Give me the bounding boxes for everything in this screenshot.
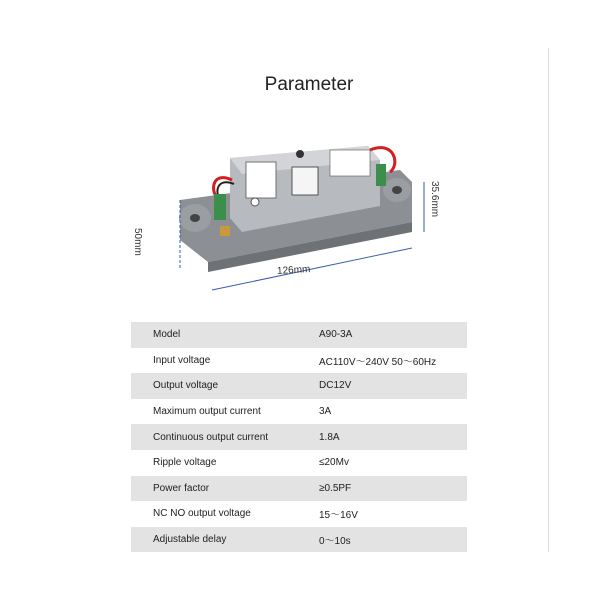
table-row: [131, 373, 467, 399]
dimension-height: 50mm: [132, 228, 143, 256]
table-row: [131, 399, 467, 425]
spec-label: Adjustable delay: [131, 527, 282, 553]
spec-value: 15～16V: [282, 501, 467, 527]
spec-value: 1.8A: [282, 424, 467, 450]
spec-label: NC NO output voltage: [131, 501, 282, 527]
spec-label: Power factor: [131, 476, 282, 502]
table-row: [131, 450, 467, 476]
spec-value: ≥0.5PF: [282, 476, 467, 502]
spec-label: Output voltage: [131, 373, 282, 399]
divider-line: [548, 48, 549, 552]
table-row: [131, 348, 467, 374]
spec-label: Continuous output current: [131, 424, 282, 450]
table-row: [131, 501, 467, 527]
table-row: [131, 527, 467, 553]
table-row: [131, 476, 467, 502]
dimension-depth: 35.6mm: [429, 181, 440, 218]
table-row: [131, 322, 467, 348]
spec-label: Ripple voltage: [131, 450, 282, 476]
table-row: [131, 424, 467, 450]
spec-table: [131, 322, 467, 552]
spec-label: Model: [131, 322, 282, 348]
product-image: [150, 140, 450, 300]
spec-value: AC110V～240V 50～60Hz: [282, 348, 467, 374]
spec-label: Input voltage: [131, 348, 282, 374]
spec-label: Maximum output current: [131, 399, 282, 425]
spec-value: 0～10s: [282, 527, 467, 553]
spec-value: 3A: [282, 399, 467, 425]
page-title: Parameter: [264, 74, 354, 95]
spec-value: ≤20Mv: [282, 450, 467, 476]
spec-value: A90-3A: [282, 322, 467, 348]
spec-value: DC12V: [282, 373, 467, 399]
dimension-length: 126mm: [276, 264, 311, 277]
